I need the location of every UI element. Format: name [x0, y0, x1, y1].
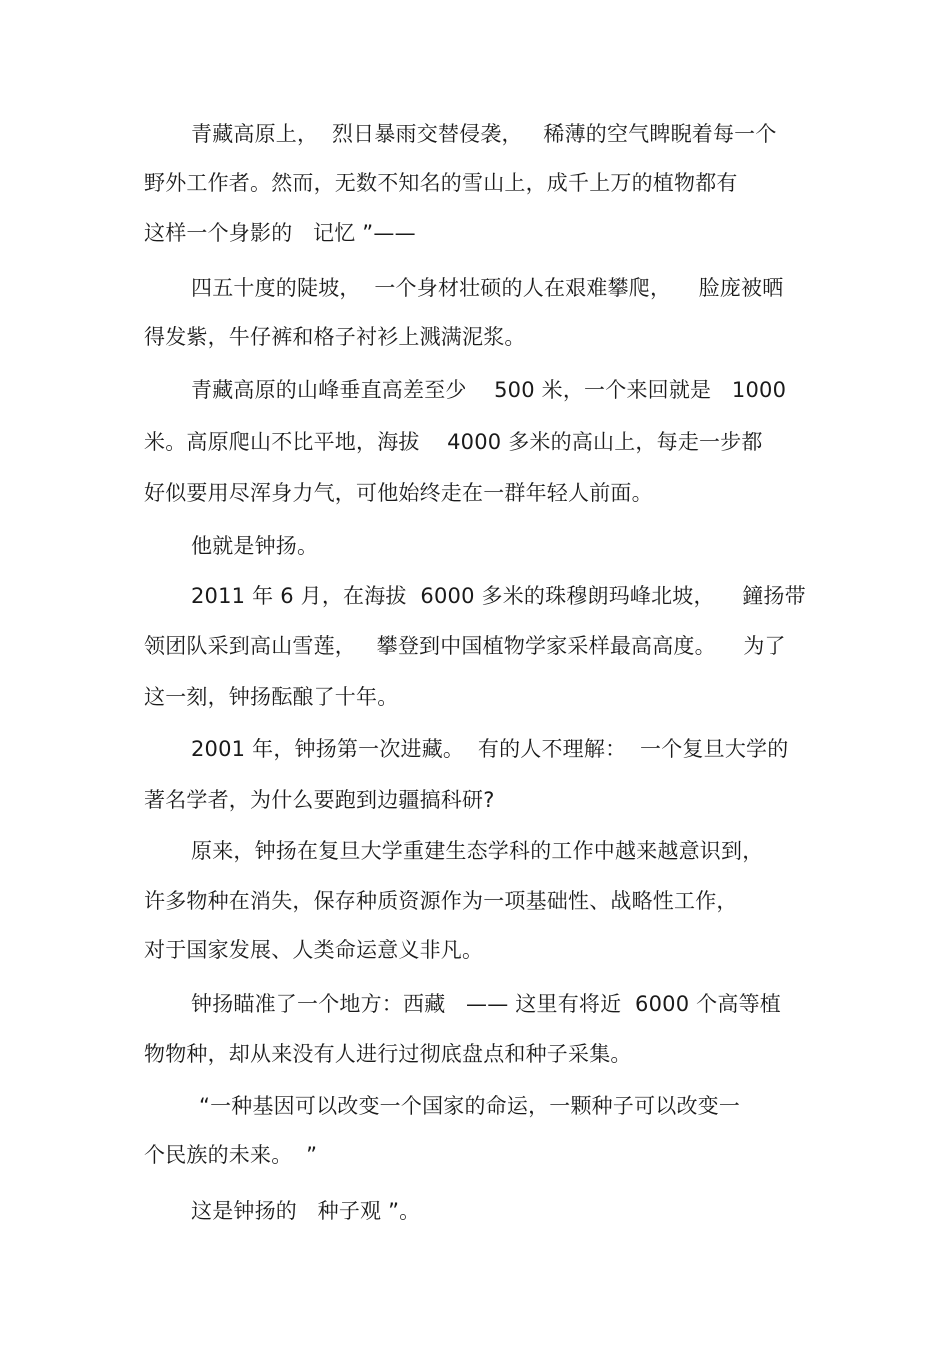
text-line: 好似要用尽浑身力气，可他始终走在一群年轻人前面。: [144, 481, 653, 505]
text-line: 对于国家发展、人类命运意义非凡。: [144, 938, 484, 962]
text-line: 领团队采到高山雪莲， 攀登到中国植物学家采样最高高度。 为了: [144, 634, 786, 658]
text-line: 这样一个身影的 记忆 ”——: [144, 221, 416, 245]
text-line: 得发紫，牛仔裤和格子衬衫上溅满泥浆。: [144, 325, 526, 349]
text-line: 青藏高原的山峰垂直高差至少 500 米，一个来回就是 1000: [191, 378, 787, 402]
text-line: 著名学者，为什么要跑到边疆搞科研?: [144, 788, 495, 812]
text-line: 这一刻，钟扬酝酿了十年。: [144, 685, 399, 709]
text-line: 原来，钟扬在复旦大学重建生态学科的工作中越来越意识到，: [191, 839, 764, 863]
text-line: 许多物种在消失，保存种质资源作为一项基础性、战略性工作，: [144, 889, 738, 913]
text-line: 这是钟扬的 种子观 ”。: [191, 1199, 421, 1223]
text-line: 野外工作者。然而，无数不知名的雪山上，成千上万的植物都有: [144, 171, 738, 195]
text-line: 个民族的未来。 ”: [144, 1143, 318, 1167]
text-line: 青藏高原上， 烈日暴雨交替侵袭， 稀薄的空气睥睨着每一个: [191, 122, 777, 146]
text-line: 四五十度的陡坡， 一个身材壮硕的人在艰难攀爬， 脸庞被晒: [191, 276, 784, 300]
text-line: 米。高原爬山不比平地，海拔 4000 多米的高山上，每走一步都: [144, 430, 763, 454]
text-line: 钟扬瞄准了一个地方：西藏 —— 这里有将近 6000 个高等植: [191, 992, 781, 1016]
text-line: 2001 年，钟扬第一次进藏。 有的人不理解： 一个复旦大学的: [191, 737, 789, 761]
text-line: 物物种，却从来没有人进行过彻底盘点和种子采集。: [144, 1042, 632, 1066]
text-line: 2011 年 6 月，在海拔 6000 多米的珠穆朗玛峰北坡， 鐘扬带: [191, 584, 806, 608]
text-line: 他就是钟扬。: [191, 534, 319, 558]
text-line: “一种基因可以改变一个国家的命运，一颗种子可以改变一: [199, 1094, 741, 1118]
